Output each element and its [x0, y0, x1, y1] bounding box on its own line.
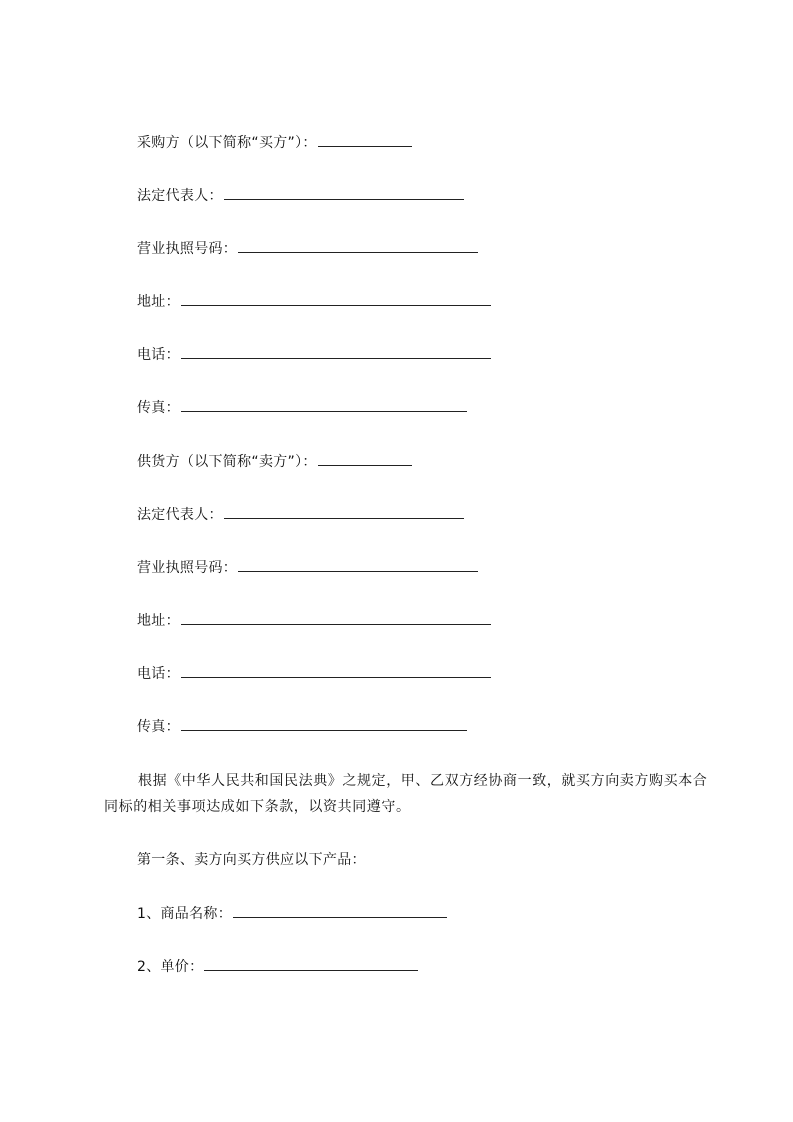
intro-paragraph: 根据《中华人民共和国民法典》之规定，甲、乙双方经协商一致，就买方向卖方购买本合同标的相关事项达成如下条款，以资共同遵守。 [104, 773, 708, 815]
buyer-legal-rep-row [137, 185, 464, 206]
seller-legal-rep-row [137, 504, 464, 525]
buyer-title-label: 采购方（以下简称“买方”）： [137, 135, 317, 151]
seller-title-row [137, 451, 412, 472]
seller-title-label: 供货方（以下简称“卖方”）： [137, 454, 317, 470]
seller-legal-rep-blank[interactable] [224, 504, 464, 519]
article1-item2-label: 2、单价： [137, 959, 204, 975]
seller-address-label: 地址： [137, 613, 180, 629]
buyer-title-row [137, 132, 412, 153]
seller-phone-row [137, 663, 491, 684]
seller-fax-blank[interactable] [181, 716, 467, 731]
article1-item2-row [137, 956, 418, 977]
seller-legal-rep-label: 法定代表人： [137, 507, 223, 523]
buyer-fax-blank[interactable] [181, 397, 467, 412]
seller-fax-row [137, 716, 467, 737]
seller-address-blank[interactable] [181, 610, 491, 625]
buyer-address-row [137, 291, 491, 312]
seller-name-blank[interactable] [318, 451, 412, 466]
buyer-legal-rep-label: 法定代表人： [137, 188, 223, 204]
article1-heading: 第一条、卖方向买方供应以下产品： [137, 852, 366, 868]
seller-license-label: 营业执照号码： [137, 560, 238, 576]
article1-item1-label: 1、商品名称： [137, 906, 233, 922]
buyer-license-row [137, 238, 478, 259]
buyer-address-blank[interactable] [181, 291, 491, 306]
seller-license-row [137, 557, 478, 578]
buyer-license-blank[interactable] [238, 238, 478, 253]
product-name-blank[interactable] [233, 903, 447, 918]
buyer-legal-rep-blank[interactable] [224, 185, 464, 200]
seller-phone-blank[interactable] [181, 663, 491, 678]
seller-fax-label: 传真： [137, 719, 180, 735]
buyer-phone-row [137, 344, 491, 365]
seller-address-row [137, 610, 491, 631]
buyer-name-blank[interactable] [318, 132, 412, 147]
article1-item1-row [137, 903, 447, 924]
seller-license-blank[interactable] [238, 557, 478, 572]
buyer-license-label: 营业执照号码： [137, 241, 238, 257]
buyer-phone-label: 电话： [137, 347, 180, 363]
buyer-fax-label: 传真： [137, 400, 180, 416]
buyer-fax-row [137, 397, 467, 418]
buyer-address-label: 地址： [137, 294, 180, 310]
buyer-phone-blank[interactable] [181, 344, 491, 359]
seller-phone-label: 电话： [137, 666, 180, 682]
unit-price-blank[interactable] [204, 956, 418, 971]
